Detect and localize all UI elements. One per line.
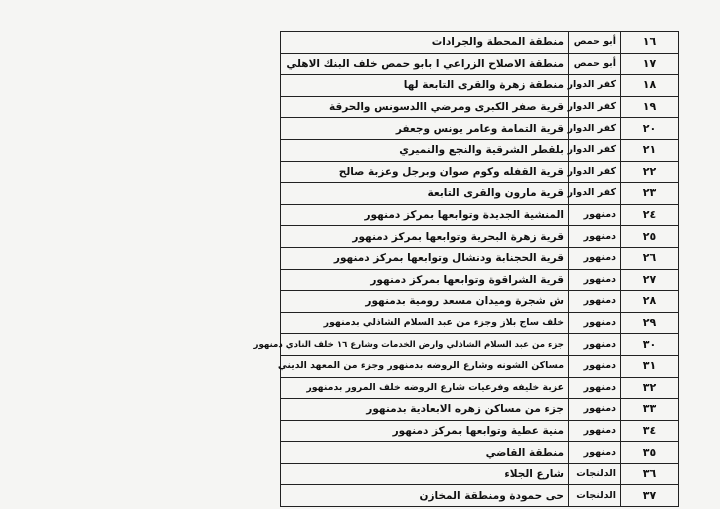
area-cell: جزء من عبد السلام الشاذلي وارض الخدمات وشارع ١٦ خلف النادي دمنهور	[281, 334, 569, 356]
row-number-cell: ١٩	[621, 96, 679, 118]
city-cell: دمنهور	[569, 291, 621, 313]
city-cell: دمنهور	[569, 226, 621, 248]
table-row	[281, 161, 679, 183]
area-cell: مساكن الشونه وشارع الروضه بدمنهور وجزء من المعهد الديني	[281, 355, 569, 377]
table-row	[281, 96, 679, 118]
city-cell: دمنهور	[569, 420, 621, 442]
city-cell: كفر الدوار	[569, 139, 621, 161]
row-number-cell: ٣٣	[621, 399, 679, 421]
table-row	[281, 118, 679, 140]
row-number-cell: ٣٠	[621, 334, 679, 356]
area-cell: قرية الشراقوة وتوابعها بمركز دمنهور	[281, 269, 569, 291]
table-row	[281, 32, 679, 54]
area-cell: بلقطر الشرقية والنجع والنميري	[281, 139, 569, 161]
table-row	[281, 204, 679, 226]
city-cell: دمنهور	[569, 269, 621, 291]
row-number-cell: ٣٦	[621, 463, 679, 485]
city-cell: الدلنجات	[569, 485, 621, 507]
city-cell: أبو حمص	[569, 32, 621, 54]
area-cell: جزء من مساكن زهره الابعادية بدمنهور	[281, 399, 569, 421]
locations-table-body	[253, 32, 679, 507]
area-cell: قرية التمامة وعامر يونس وجعفر	[281, 118, 569, 140]
row-number-cell: ٣٤	[621, 420, 679, 442]
table-row	[281, 291, 679, 313]
city-cell: دمنهور	[569, 204, 621, 226]
row-number-cell: ٢١	[621, 139, 679, 161]
row-number-cell: ٢٥	[621, 226, 679, 248]
row-number-cell: ٢٠	[621, 118, 679, 140]
area-cell: منطقة المحطة والجرادات	[281, 32, 569, 54]
area-cell: منطقة الاصلاح الزراعي ا بابو حمص خلف البنك الاهلي	[281, 53, 569, 75]
row-number-cell: ١٨	[621, 75, 679, 97]
locations-table	[253, 31, 679, 507]
city-cell: دمنهور	[569, 312, 621, 334]
row-number-cell: ٢٦	[621, 247, 679, 269]
city-cell: دمنهور	[569, 355, 621, 377]
table-row	[281, 183, 679, 205]
row-number-cell: ٢٢	[621, 161, 679, 183]
area-cell: قرية الحجنابة ودنشال وتوابعها بمركز دمنهور	[281, 247, 569, 269]
table-row	[281, 420, 679, 442]
table-row	[281, 312, 679, 334]
row-number-cell: ٢٨	[621, 291, 679, 313]
row-number-cell: ٣٧	[621, 485, 679, 507]
city-cell: كفر الدوار	[569, 161, 621, 183]
area-cell: ش شجرة وميدان مسعد رومية بدمنهور	[281, 291, 569, 313]
city-cell: كفر الدوار	[569, 118, 621, 140]
row-number-cell: ٣٢	[621, 377, 679, 399]
table-row	[281, 75, 679, 97]
city-cell: دمنهور	[569, 334, 621, 356]
city-cell: دمنهور	[569, 247, 621, 269]
table-row	[281, 53, 679, 75]
table-row	[281, 139, 679, 161]
area-cell: منطقة القاضي	[281, 442, 569, 464]
city-cell: كفر الدوار	[569, 183, 621, 205]
area-cell: منية عطية وتوابعها بمركز دمنهور	[281, 420, 569, 442]
city-cell: أبو حمص	[569, 53, 621, 75]
row-number-cell: ٢٧	[621, 269, 679, 291]
table-row	[281, 463, 679, 485]
area-cell: خلف ساج بلاز وجزء من عبد السلام الشاذلي بدمنهور	[281, 312, 569, 334]
area-cell: قرية زهرة البحرية وتوابعها بمركز دمنهور	[281, 226, 569, 248]
row-number-cell: ١٧	[621, 53, 679, 75]
area-cell: عزبة خليفه وفرعيات شارع الروضه خلف المرور بدمنهور	[281, 377, 569, 399]
table-row	[281, 355, 679, 377]
table-row	[281, 399, 679, 421]
row-number-cell: ٢٣	[621, 183, 679, 205]
city-cell: كفر الدوار	[569, 96, 621, 118]
row-number-cell: ٢٤	[621, 204, 679, 226]
row-number-cell: ٣١	[621, 355, 679, 377]
table-row	[281, 247, 679, 269]
table-row	[281, 226, 679, 248]
table-row	[281, 442, 679, 464]
row-number-cell: ١٦	[621, 32, 679, 54]
city-cell: دمنهور	[569, 377, 621, 399]
table-row	[281, 377, 679, 399]
area-cell: المنشية الجديدة وتوابعها بمركز دمنهور	[281, 204, 569, 226]
table-row	[281, 485, 679, 507]
city-cell: دمنهور	[569, 399, 621, 421]
row-number-cell: ٣٥	[621, 442, 679, 464]
table-row	[281, 269, 679, 291]
city-cell: كفر الدوار	[569, 75, 621, 97]
area-cell: حى حمودة ومنطقة المخازن	[281, 485, 569, 507]
area-cell: منطقة زهرة والقرى التابعة لها	[281, 75, 569, 97]
area-cell: شارع الجلاء	[281, 463, 569, 485]
table-row	[281, 334, 679, 356]
area-cell: قرية مارون والقرى التابعة	[281, 183, 569, 205]
area-cell: قرية صفر الكبرى ومرضي االدسونس والحرقة	[281, 96, 569, 118]
city-cell: الدلنجات	[569, 463, 621, 485]
row-number-cell: ٢٩	[621, 312, 679, 334]
city-cell: دمنهور	[569, 442, 621, 464]
area-cell: قرية القفله وكوم صوان وبرجل وعزبة صالح	[281, 161, 569, 183]
